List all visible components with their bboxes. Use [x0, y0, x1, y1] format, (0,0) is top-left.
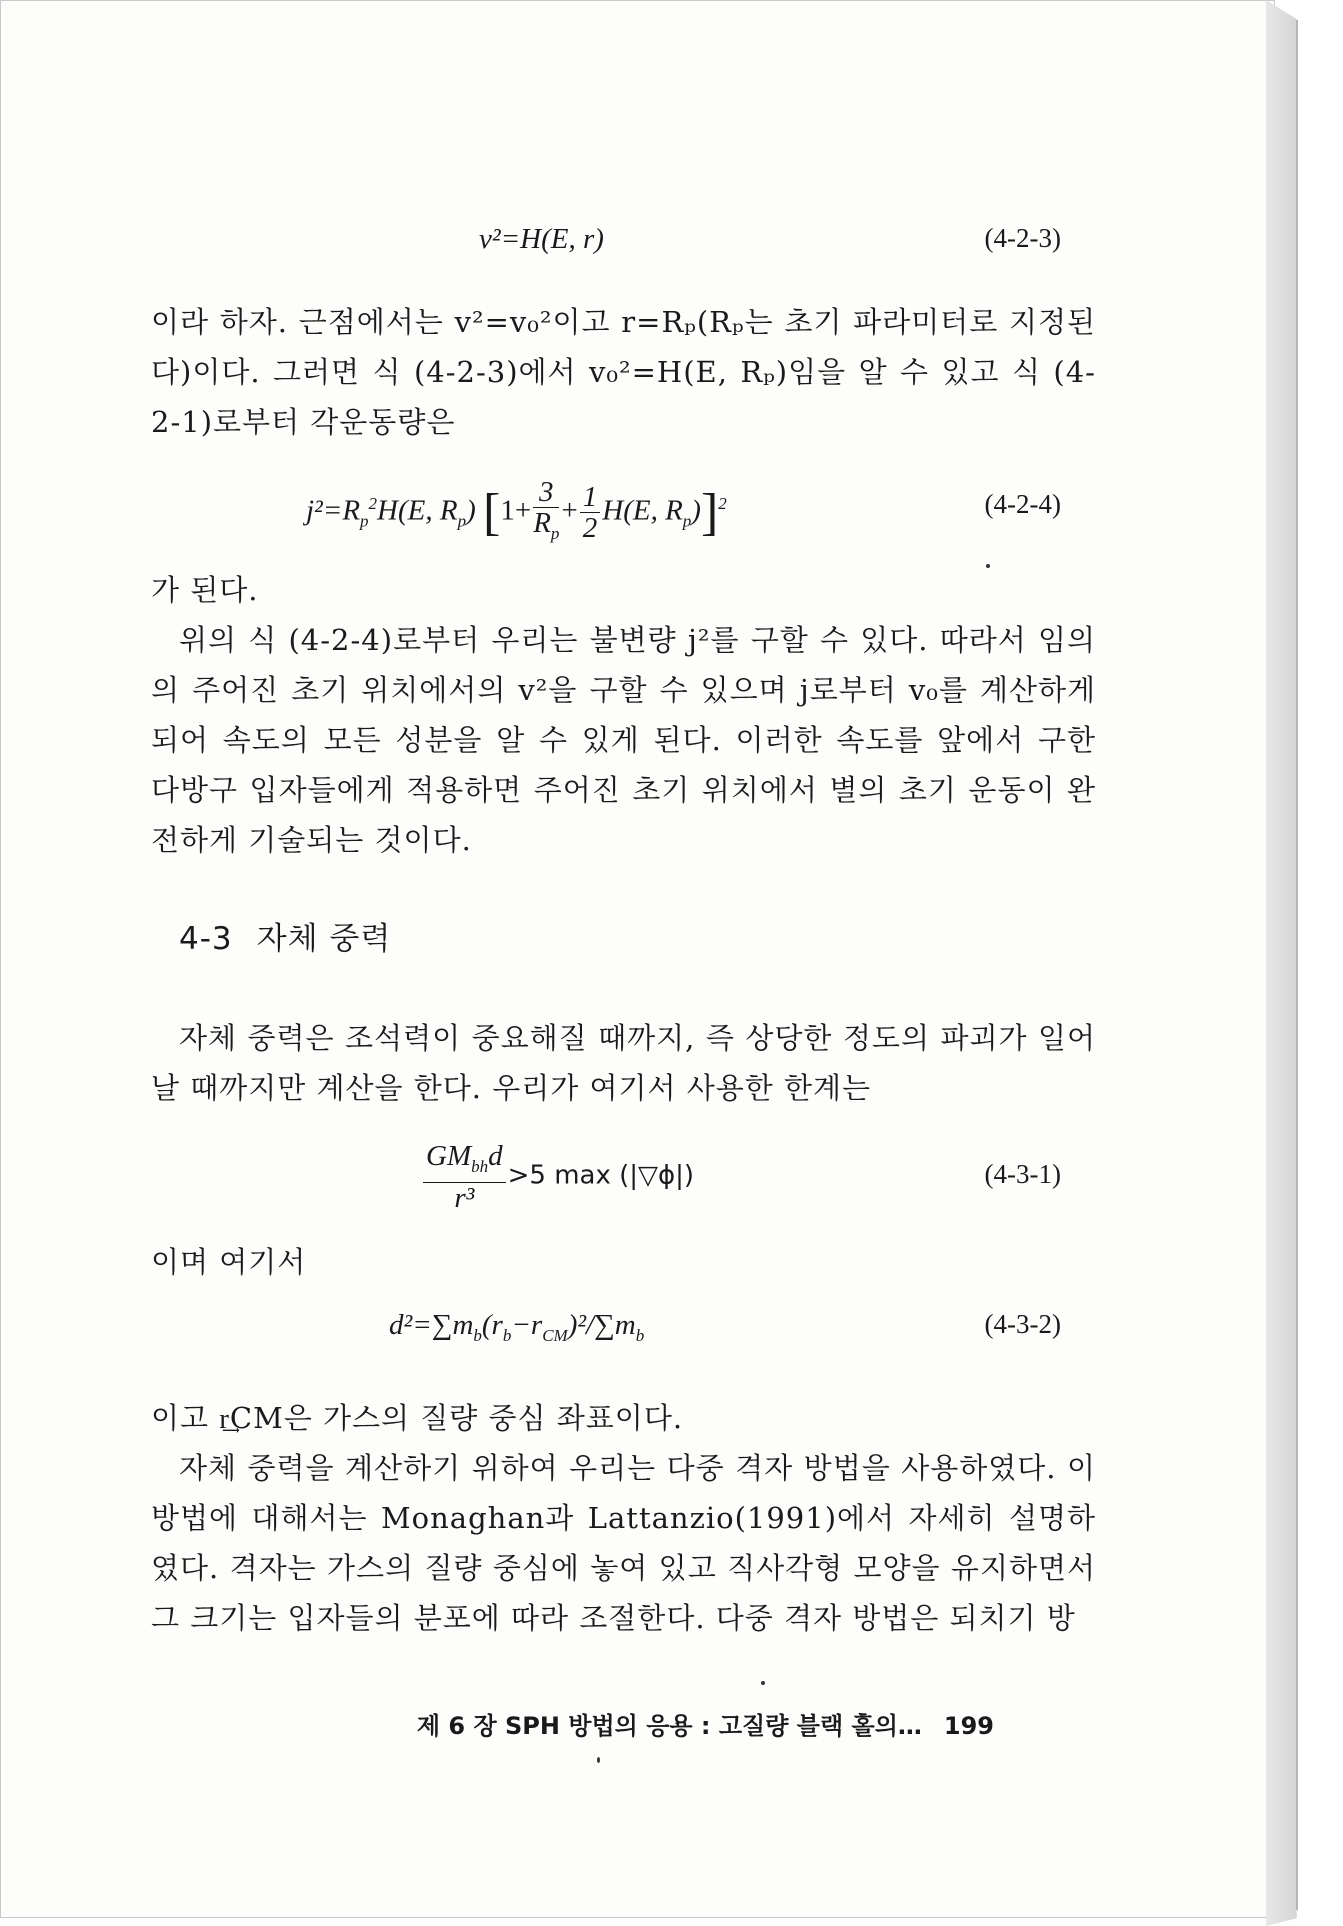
section-heading [179, 913, 391, 958]
paragraph: 이라 하자. 근점에서는 v²=v₀²이고 r=Rₚ(Rₚ는 초기 파라미터로 지정된 다)이다. 그러면 식 (4-2-3)에서 v₀²=H(E, Rₚ)임을 알 수 있고 식 (4-2-1)로부터 각운동량은 [151, 305, 1096, 439]
paragraph: 이고 r͢CM은 가스의 질량 중심 좌표이다. [151, 1401, 684, 1435]
paragraph: 위의 식 (4-2-4)로부터 우리는 불변량 j²를 구할 수 있다. 따라서 임의의 주어진 초기 위치에서의 v²을 구할 수 있으며 j로부터 v₀를 계산하게 되어 속도의 모든 성분을 알 수 있게 된다. 이러한 속도를 앞에서 구한 다방구 입자들에게 적용하면 주어진 초기 위치에서 별의 초기 운동이 완전하게 기술되는 것이다. [151, 623, 1096, 857]
equation-number: (4-2-3) [984, 223, 1061, 253]
equation-4-2-4 [151, 471, 1061, 551]
running-head: 제 6 장 SPH 방법의 응용 : 고질량 블랙 홀의… [416, 1712, 922, 1740]
equation-4-2-3 [151, 223, 1061, 283]
paragraph: 자체 중력은 조석력이 중요해질 때까지, 즉 상당한 정도의 파괴가 일어날 때까지만 계산을 한다. 우리가 여기서 사용한 한계는 [151, 1021, 1096, 1105]
equation-expression: v²=H(E, r) [479, 223, 604, 255]
speck [986, 564, 990, 568]
speck [761, 1681, 765, 1685]
speck [597, 1757, 600, 1763]
equation-number: (4-3-2) [984, 1309, 1061, 1339]
equation-expression: $\frac{GM_{bh}d}{\text{r³}}$ >5 max (|▽ϕ|) [421, 1141, 694, 1213]
running-footer [417, 1706, 994, 1741]
equation-expression: $j^2=R_p^2H(E$, $R_p$) [1+ $\frac{3}{R_p}$ + $\frac{1}{2}$ H(E, $R_p)]^2$ [306, 476, 727, 545]
paragraph: 자체 중력을 계산하기 위하여 우리는 다중 격자 방법을 사용하였다. 이 방법에 대해서는 Monaghan과 Lattanzio(1991)에서 자세히 설명하였다. 격자는 가스의 질량 중심에 놓여 있고 직사각형 모양을 유지하면서 그 크기는 입자들의 분포에 따라 조절한다. 다중 격자 방법은 되치기 방 [151, 1451, 1096, 1635]
section-number: 4-3 [179, 921, 233, 957]
equation-expression: $d^2=\sum m_b(r_b-r_{CM})^2/\sum m_b$ [389, 1309, 645, 1345]
equation-number: (4-2-4) [984, 489, 1061, 519]
equation-4-3-1 [151, 1141, 1061, 1221]
page-number: 199 [943, 1712, 994, 1740]
equation-4-3-2 [151, 1309, 1061, 1369]
page-edge-shadow [1266, 0, 1343, 1926]
paragraph: 가 된다. [151, 573, 259, 607]
paragraph: 이며 여기서 [151, 1245, 307, 1279]
page-edge-line [1296, 20, 1298, 1910]
equation-number: (4-3-1) [984, 1159, 1061, 1189]
section-title: 자체 중력 [256, 921, 392, 957]
